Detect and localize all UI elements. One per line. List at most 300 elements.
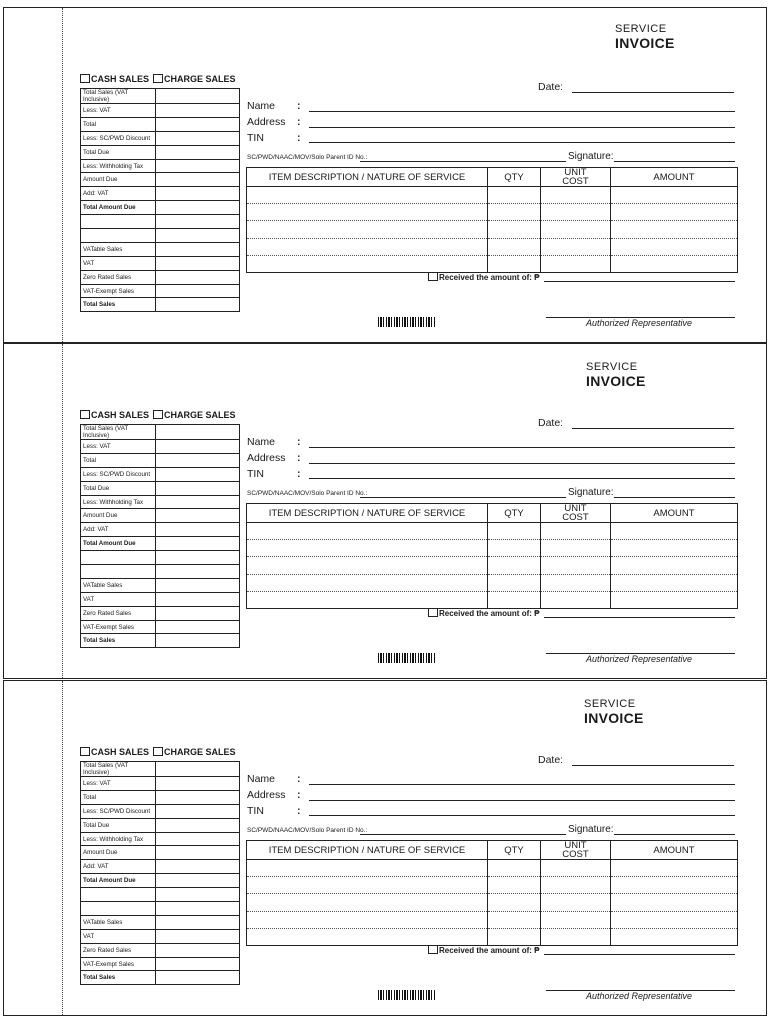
item-amount-cell[interactable] bbox=[611, 557, 738, 574]
summary-row-value-cell[interactable] bbox=[156, 804, 240, 818]
tin-field[interactable] bbox=[309, 478, 735, 479]
signature-field[interactable] bbox=[614, 834, 735, 835]
summary-row-label bbox=[81, 215, 156, 229]
summary-row-value-cell[interactable] bbox=[156, 270, 240, 284]
summary-row-value-cell[interactable] bbox=[156, 929, 240, 943]
summary-row-value-cell[interactable] bbox=[156, 173, 240, 187]
item-amount-cell[interactable] bbox=[611, 894, 738, 911]
summary-row bbox=[81, 495, 240, 509]
item-row bbox=[247, 574, 738, 591]
item-unit-cost-cell[interactable] bbox=[541, 523, 611, 540]
item-description-cell[interactable] bbox=[247, 523, 488, 540]
item-row bbox=[247, 557, 738, 574]
summary-row-value-cell[interactable] bbox=[156, 284, 240, 298]
summary-row bbox=[81, 762, 240, 777]
summary-row bbox=[81, 537, 240, 551]
id-number-field[interactable] bbox=[360, 497, 566, 498]
item-qty-cell[interactable] bbox=[488, 894, 541, 911]
summary-row-value-cell[interactable] bbox=[156, 131, 240, 145]
sales-summary-table bbox=[80, 761, 240, 985]
tin-field[interactable] bbox=[309, 142, 735, 143]
summary-row bbox=[81, 187, 240, 201]
item-description-cell[interactable] bbox=[247, 255, 488, 272]
invoice-title-block bbox=[586, 361, 646, 389]
summary-row-value-cell[interactable] bbox=[156, 634, 240, 648]
authorized-representative-label: Authorized Representative bbox=[586, 654, 693, 664]
item-row bbox=[247, 238, 738, 255]
item-description-cell[interactable] bbox=[247, 911, 488, 928]
item-row bbox=[247, 540, 738, 557]
charge-sales-option[interactable] bbox=[153, 747, 236, 757]
sales-type-options bbox=[80, 747, 236, 757]
summary-row-label: Less: SC/PWD Discount bbox=[81, 804, 156, 818]
item-qty-cell[interactable] bbox=[488, 574, 541, 591]
items-table bbox=[246, 167, 738, 273]
address-label: Address bbox=[247, 116, 286, 128]
summary-row-label: Zero Rated Sales bbox=[81, 943, 156, 957]
item-amount-cell[interactable] bbox=[611, 187, 738, 204]
summary-row-label: Total Sales (VAT Inclusive) bbox=[81, 425, 156, 440]
tin-colon: : bbox=[297, 468, 301, 480]
name-field[interactable] bbox=[309, 447, 735, 448]
summary-row-value-cell[interactable] bbox=[156, 915, 240, 929]
summary-row-label bbox=[81, 888, 156, 902]
summary-row-label: VAT-Exempt Sales bbox=[81, 620, 156, 634]
summary-row-value-cell[interactable] bbox=[156, 453, 240, 467]
summary-row-label: Less: SC/PWD Discount bbox=[81, 467, 156, 481]
amount-header: AMOUNT bbox=[611, 504, 738, 523]
address-field[interactable] bbox=[309, 463, 735, 464]
signature-label: Signature: bbox=[568, 487, 614, 498]
item-qty-cell[interactable] bbox=[488, 591, 541, 608]
summary-row-value-cell[interactable] bbox=[156, 551, 240, 565]
received-checkbox[interactable] bbox=[428, 945, 438, 954]
charge-sales-checkbox[interactable] bbox=[153, 74, 163, 83]
summary-row-value-cell[interactable] bbox=[156, 565, 240, 579]
summary-row-label: VATable Sales bbox=[81, 242, 156, 256]
item-description-cell[interactable] bbox=[247, 860, 488, 877]
summary-row-label bbox=[81, 229, 156, 243]
summary-row-label: Total Amount Due bbox=[81, 201, 156, 215]
id-number-field[interactable] bbox=[360, 161, 566, 162]
summary-row bbox=[81, 440, 240, 454]
summary-row-label: Total Sales bbox=[81, 298, 156, 312]
id-number-label: SC/PWD/NAAC/MOV/Solo Parent ID No.: bbox=[247, 154, 368, 161]
summary-row-value-cell[interactable] bbox=[156, 762, 240, 777]
item-row bbox=[247, 928, 738, 945]
invoice-form-copy-2 bbox=[3, 343, 767, 679]
item-description-cell[interactable] bbox=[247, 204, 488, 221]
invoice-label: INVOICE bbox=[586, 373, 646, 389]
summary-row-label: VAT bbox=[81, 256, 156, 270]
summary-row-value-cell[interactable] bbox=[156, 957, 240, 971]
item-qty-cell[interactable] bbox=[488, 860, 541, 877]
summary-row-label: VATable Sales bbox=[81, 915, 156, 929]
tin-label: TIN bbox=[247, 132, 264, 144]
invoice-title-block bbox=[615, 23, 675, 51]
summary-row-label: Less: Withholding Tax bbox=[81, 832, 156, 846]
summary-row-label: Add: VAT bbox=[81, 523, 156, 537]
name-label: Name bbox=[247, 436, 276, 448]
summary-row bbox=[81, 957, 240, 971]
item-qty-cell[interactable] bbox=[488, 928, 541, 945]
summary-row-value-cell[interactable] bbox=[156, 256, 240, 270]
summary-row-value-cell[interactable] bbox=[156, 481, 240, 495]
summary-row bbox=[81, 509, 240, 523]
summary-row bbox=[81, 270, 240, 284]
summary-row bbox=[81, 145, 240, 159]
item-amount-cell[interactable] bbox=[611, 221, 738, 238]
summary-row bbox=[81, 523, 240, 537]
summary-row-value-cell[interactable] bbox=[156, 425, 240, 440]
peso-sign: ₱ bbox=[534, 273, 540, 282]
summary-row bbox=[81, 173, 240, 187]
item-unit-cost-cell[interactable] bbox=[541, 928, 611, 945]
received-amount[interactable] bbox=[428, 945, 539, 955]
item-amount-cell[interactable] bbox=[611, 928, 738, 945]
received-amount[interactable] bbox=[428, 608, 539, 618]
signature-field[interactable] bbox=[614, 497, 735, 498]
item-unit-cost-cell[interactable] bbox=[541, 238, 611, 255]
summary-row-value-cell[interactable] bbox=[156, 104, 240, 118]
item-amount-cell[interactable] bbox=[611, 204, 738, 221]
name-field[interactable] bbox=[309, 784, 735, 785]
summary-row bbox=[81, 551, 240, 565]
summary-row-label bbox=[81, 565, 156, 579]
summary-row-label: Total Due bbox=[81, 145, 156, 159]
summary-row bbox=[81, 284, 240, 298]
cash-sales-checkbox[interactable] bbox=[80, 747, 90, 756]
item-description-cell[interactable] bbox=[247, 928, 488, 945]
summary-row bbox=[81, 117, 240, 131]
item-qty-cell[interactable] bbox=[488, 911, 541, 928]
summary-row-value-cell[interactable] bbox=[156, 298, 240, 312]
summary-row-value-cell[interactable] bbox=[156, 846, 240, 860]
amount-header: AMOUNT bbox=[611, 168, 738, 187]
item-unit-cost-cell[interactable] bbox=[541, 574, 611, 591]
summary-row-label: Total bbox=[81, 790, 156, 804]
invoice-label: INVOICE bbox=[615, 35, 675, 51]
item-amount-cell[interactable] bbox=[611, 255, 738, 272]
summary-row-label: Less: VAT bbox=[81, 104, 156, 118]
item-row bbox=[247, 204, 738, 221]
summary-row bbox=[81, 467, 240, 481]
item-amount-cell[interactable] bbox=[611, 877, 738, 894]
summary-row bbox=[81, 481, 240, 495]
item-row bbox=[247, 591, 738, 608]
summary-row bbox=[81, 215, 240, 229]
summary-row-value-cell[interactable] bbox=[156, 874, 240, 888]
unit-cost-header bbox=[541, 504, 611, 523]
summary-row-value-cell[interactable] bbox=[156, 440, 240, 454]
item-unit-cost-cell[interactable] bbox=[541, 204, 611, 221]
address-field[interactable] bbox=[309, 800, 735, 801]
date-label: Date: bbox=[538, 754, 564, 766]
tin-field[interactable] bbox=[309, 815, 735, 816]
cash-sales-option[interactable] bbox=[80, 747, 149, 757]
summary-row-value-cell[interactable] bbox=[156, 537, 240, 551]
received-amount-field[interactable] bbox=[544, 617, 735, 618]
authorized-representative-label: Authorized Representative bbox=[586, 991, 693, 1001]
qty-header: QTY bbox=[488, 504, 541, 523]
item-description-cell[interactable] bbox=[247, 540, 488, 557]
summary-row-value-cell[interactable] bbox=[156, 229, 240, 243]
unit-cost-header bbox=[541, 168, 611, 187]
received-checkbox[interactable] bbox=[428, 272, 438, 281]
summary-row bbox=[81, 971, 240, 985]
item-amount-cell[interactable] bbox=[611, 574, 738, 591]
summary-row-value-cell[interactable] bbox=[156, 606, 240, 620]
description-header: ITEM DESCRIPTION / NATURE OF SERVICE bbox=[247, 168, 488, 187]
item-qty-cell[interactable] bbox=[488, 557, 541, 574]
tin-label: TIN bbox=[247, 805, 264, 817]
description-header: ITEM DESCRIPTION / NATURE OF SERVICE bbox=[247, 841, 488, 860]
summary-row-label: Total Due bbox=[81, 818, 156, 832]
summary-row-value-cell[interactable] bbox=[156, 467, 240, 481]
summary-row-label: Total Due bbox=[81, 481, 156, 495]
invoice-title-block bbox=[584, 698, 644, 726]
summary-row bbox=[81, 804, 240, 818]
item-description-cell[interactable] bbox=[247, 221, 488, 238]
service-label: SERVICE bbox=[586, 361, 638, 373]
summary-row-label: Less: Withholding Tax bbox=[81, 495, 156, 509]
summary-row-label: Total Sales bbox=[81, 634, 156, 648]
item-qty-cell[interactable] bbox=[488, 204, 541, 221]
unit-cost-header-line1: UNIT bbox=[564, 167, 587, 178]
item-amount-cell[interactable] bbox=[611, 238, 738, 255]
summary-row-value-cell[interactable] bbox=[156, 187, 240, 201]
item-description-cell[interactable] bbox=[247, 591, 488, 608]
summary-row bbox=[81, 89, 240, 104]
summary-row-label bbox=[81, 551, 156, 565]
charge-sales-checkbox[interactable] bbox=[153, 747, 163, 756]
item-unit-cost-cell[interactable] bbox=[541, 255, 611, 272]
summary-row bbox=[81, 565, 240, 579]
summary-row bbox=[81, 242, 240, 256]
summary-row-value-cell[interactable] bbox=[156, 89, 240, 104]
item-amount-cell[interactable] bbox=[611, 523, 738, 540]
summary-row-label: Total Amount Due bbox=[81, 537, 156, 551]
item-qty-cell[interactable] bbox=[488, 255, 541, 272]
address-colon: : bbox=[297, 116, 301, 128]
summary-row-value-cell[interactable] bbox=[156, 523, 240, 537]
unit-cost-header-line2: COST bbox=[562, 512, 589, 523]
summary-row bbox=[81, 777, 240, 791]
item-qty-cell[interactable] bbox=[488, 238, 541, 255]
summary-row-label: Total Sales (VAT Inclusive) bbox=[81, 762, 156, 777]
sales-type-options bbox=[80, 74, 236, 84]
item-qty-cell[interactable] bbox=[488, 523, 541, 540]
item-unit-cost-cell[interactable] bbox=[541, 894, 611, 911]
summary-row bbox=[81, 425, 240, 440]
summary-row bbox=[81, 888, 240, 902]
name-field[interactable] bbox=[309, 111, 735, 112]
id-number-label: SC/PWD/NAAC/MOV/Solo Parent ID No.: bbox=[247, 827, 368, 834]
name-colon: : bbox=[297, 100, 301, 112]
unit-cost-header-line1: UNIT bbox=[564, 840, 587, 851]
summary-row-label: Total bbox=[81, 117, 156, 131]
item-unit-cost-cell[interactable] bbox=[541, 591, 611, 608]
summary-row-value-cell[interactable] bbox=[156, 215, 240, 229]
item-qty-cell[interactable] bbox=[488, 221, 541, 238]
summary-row bbox=[81, 578, 240, 592]
item-qty-cell[interactable] bbox=[488, 540, 541, 557]
summary-row bbox=[81, 229, 240, 243]
summary-row-value-cell[interactable] bbox=[156, 509, 240, 523]
charge-sales-option[interactable] bbox=[153, 410, 236, 420]
item-qty-cell[interactable] bbox=[488, 187, 541, 204]
summary-row-label: Amount Due bbox=[81, 509, 156, 523]
address-label: Address bbox=[247, 789, 286, 801]
received-checkbox[interactable] bbox=[428, 608, 438, 617]
unit-cost-header-line2: COST bbox=[562, 849, 589, 860]
item-description-cell[interactable] bbox=[247, 238, 488, 255]
charge-sales-option[interactable] bbox=[153, 74, 236, 84]
item-row bbox=[247, 523, 738, 540]
date-field[interactable] bbox=[572, 765, 734, 766]
item-amount-cell[interactable] bbox=[611, 591, 738, 608]
item-row bbox=[247, 221, 738, 238]
items-table bbox=[246, 503, 738, 609]
summary-row bbox=[81, 592, 240, 606]
summary-row-label: VAT-Exempt Sales bbox=[81, 284, 156, 298]
id-number-field[interactable] bbox=[360, 834, 566, 835]
item-row bbox=[247, 187, 738, 204]
summary-row-value-cell[interactable] bbox=[156, 888, 240, 902]
name-colon: : bbox=[297, 773, 301, 785]
sales-type-options bbox=[80, 410, 236, 420]
received-amount-field[interactable] bbox=[544, 281, 735, 282]
item-unit-cost-cell[interactable] bbox=[541, 860, 611, 877]
date-field[interactable] bbox=[572, 428, 734, 429]
summary-row-label bbox=[81, 902, 156, 916]
summary-row-label: Zero Rated Sales bbox=[81, 606, 156, 620]
item-amount-cell[interactable] bbox=[611, 540, 738, 557]
summary-row-label: Less: VAT bbox=[81, 440, 156, 454]
summary-row-value-cell[interactable] bbox=[156, 943, 240, 957]
summary-row-label: Total Amount Due bbox=[81, 874, 156, 888]
summary-row-label: Add: VAT bbox=[81, 860, 156, 874]
summary-row-label: VAT bbox=[81, 592, 156, 606]
cash-sales-label: CASH SALES bbox=[91, 410, 150, 420]
summary-row bbox=[81, 790, 240, 804]
summary-row-value-cell[interactable] bbox=[156, 818, 240, 832]
description-header: ITEM DESCRIPTION / NATURE OF SERVICE bbox=[247, 504, 488, 523]
summary-row-value-cell[interactable] bbox=[156, 790, 240, 804]
invoice-form-copy-3 bbox=[3, 680, 767, 1016]
summary-row-value-cell[interactable] bbox=[156, 971, 240, 985]
barcode-image bbox=[378, 990, 436, 1000]
summary-row-value-cell[interactable] bbox=[156, 777, 240, 791]
address-field[interactable] bbox=[309, 127, 735, 128]
received-amount[interactable] bbox=[428, 272, 539, 282]
cash-sales-option[interactable] bbox=[80, 74, 149, 84]
received-label: Received the amount of: bbox=[439, 946, 532, 955]
charge-sales-checkbox[interactable] bbox=[153, 410, 163, 419]
unit-cost-header-line2: COST bbox=[562, 176, 589, 187]
summary-row-value-cell[interactable] bbox=[156, 201, 240, 215]
charge-sales-label: CHARGE SALES bbox=[164, 74, 236, 84]
summary-row bbox=[81, 832, 240, 846]
item-amount-cell[interactable] bbox=[611, 911, 738, 928]
name-label: Name bbox=[247, 773, 276, 785]
sales-summary-table bbox=[80, 424, 240, 648]
item-description-cell[interactable] bbox=[247, 187, 488, 204]
received-amount-field[interactable] bbox=[544, 954, 735, 955]
unit-cost-header bbox=[541, 841, 611, 860]
item-description-cell[interactable] bbox=[247, 557, 488, 574]
date-field[interactable] bbox=[572, 92, 734, 93]
item-unit-cost-cell[interactable] bbox=[541, 877, 611, 894]
summary-row bbox=[81, 131, 240, 145]
address-colon: : bbox=[297, 789, 301, 801]
item-row bbox=[247, 860, 738, 877]
summary-row-value-cell[interactable] bbox=[156, 832, 240, 846]
charge-sales-label: CHARGE SALES bbox=[164, 747, 236, 757]
summary-row-value-cell[interactable] bbox=[156, 902, 240, 916]
summary-row-value-cell[interactable] bbox=[156, 860, 240, 874]
item-unit-cost-cell[interactable] bbox=[541, 911, 611, 928]
perforation-line bbox=[62, 344, 63, 678]
peso-sign: ₱ bbox=[534, 946, 540, 955]
summary-row-value-cell[interactable] bbox=[156, 578, 240, 592]
summary-row-label: Less: Withholding Tax bbox=[81, 159, 156, 173]
summary-row bbox=[81, 874, 240, 888]
summary-row-value-cell[interactable] bbox=[156, 495, 240, 509]
summary-row-label: Less: SC/PWD Discount bbox=[81, 131, 156, 145]
summary-row bbox=[81, 201, 240, 215]
item-description-cell[interactable] bbox=[247, 574, 488, 591]
item-unit-cost-cell[interactable] bbox=[541, 187, 611, 204]
item-description-cell[interactable] bbox=[247, 877, 488, 894]
summary-row bbox=[81, 256, 240, 270]
sales-summary-table bbox=[80, 88, 240, 312]
item-unit-cost-cell[interactable] bbox=[541, 221, 611, 238]
cash-sales-checkbox[interactable] bbox=[80, 74, 90, 83]
signature-field[interactable] bbox=[614, 161, 735, 162]
item-amount-cell[interactable] bbox=[611, 860, 738, 877]
service-label: SERVICE bbox=[615, 23, 667, 35]
charge-sales-label: CHARGE SALES bbox=[164, 410, 236, 420]
address-label: Address bbox=[247, 452, 286, 464]
tin-label: TIN bbox=[247, 468, 264, 480]
barcode-image bbox=[378, 653, 436, 663]
perforation-line bbox=[62, 681, 63, 1015]
cash-sales-label: CASH SALES bbox=[91, 747, 150, 757]
cash-sales-option[interactable] bbox=[80, 410, 149, 420]
summary-row bbox=[81, 634, 240, 648]
item-unit-cost-cell[interactable] bbox=[541, 540, 611, 557]
item-unit-cost-cell[interactable] bbox=[541, 557, 611, 574]
summary-row-value-cell[interactable] bbox=[156, 117, 240, 131]
unit-cost-header-line1: UNIT bbox=[564, 503, 587, 514]
summary-row-label: Amount Due bbox=[81, 173, 156, 187]
summary-row-value-cell[interactable] bbox=[156, 145, 240, 159]
received-label: Received the amount of: bbox=[439, 273, 532, 282]
summary-row-value-cell[interactable] bbox=[156, 592, 240, 606]
summary-row-label: VAT bbox=[81, 929, 156, 943]
item-description-cell[interactable] bbox=[247, 894, 488, 911]
summary-row-value-cell[interactable] bbox=[156, 159, 240, 173]
peso-sign: ₱ bbox=[534, 609, 540, 618]
summary-row-value-cell[interactable] bbox=[156, 620, 240, 634]
cash-sales-checkbox[interactable] bbox=[80, 410, 90, 419]
summary-row bbox=[81, 818, 240, 832]
summary-row bbox=[81, 298, 240, 312]
summary-row-value-cell[interactable] bbox=[156, 242, 240, 256]
perforation-line bbox=[62, 8, 63, 342]
item-qty-cell[interactable] bbox=[488, 877, 541, 894]
